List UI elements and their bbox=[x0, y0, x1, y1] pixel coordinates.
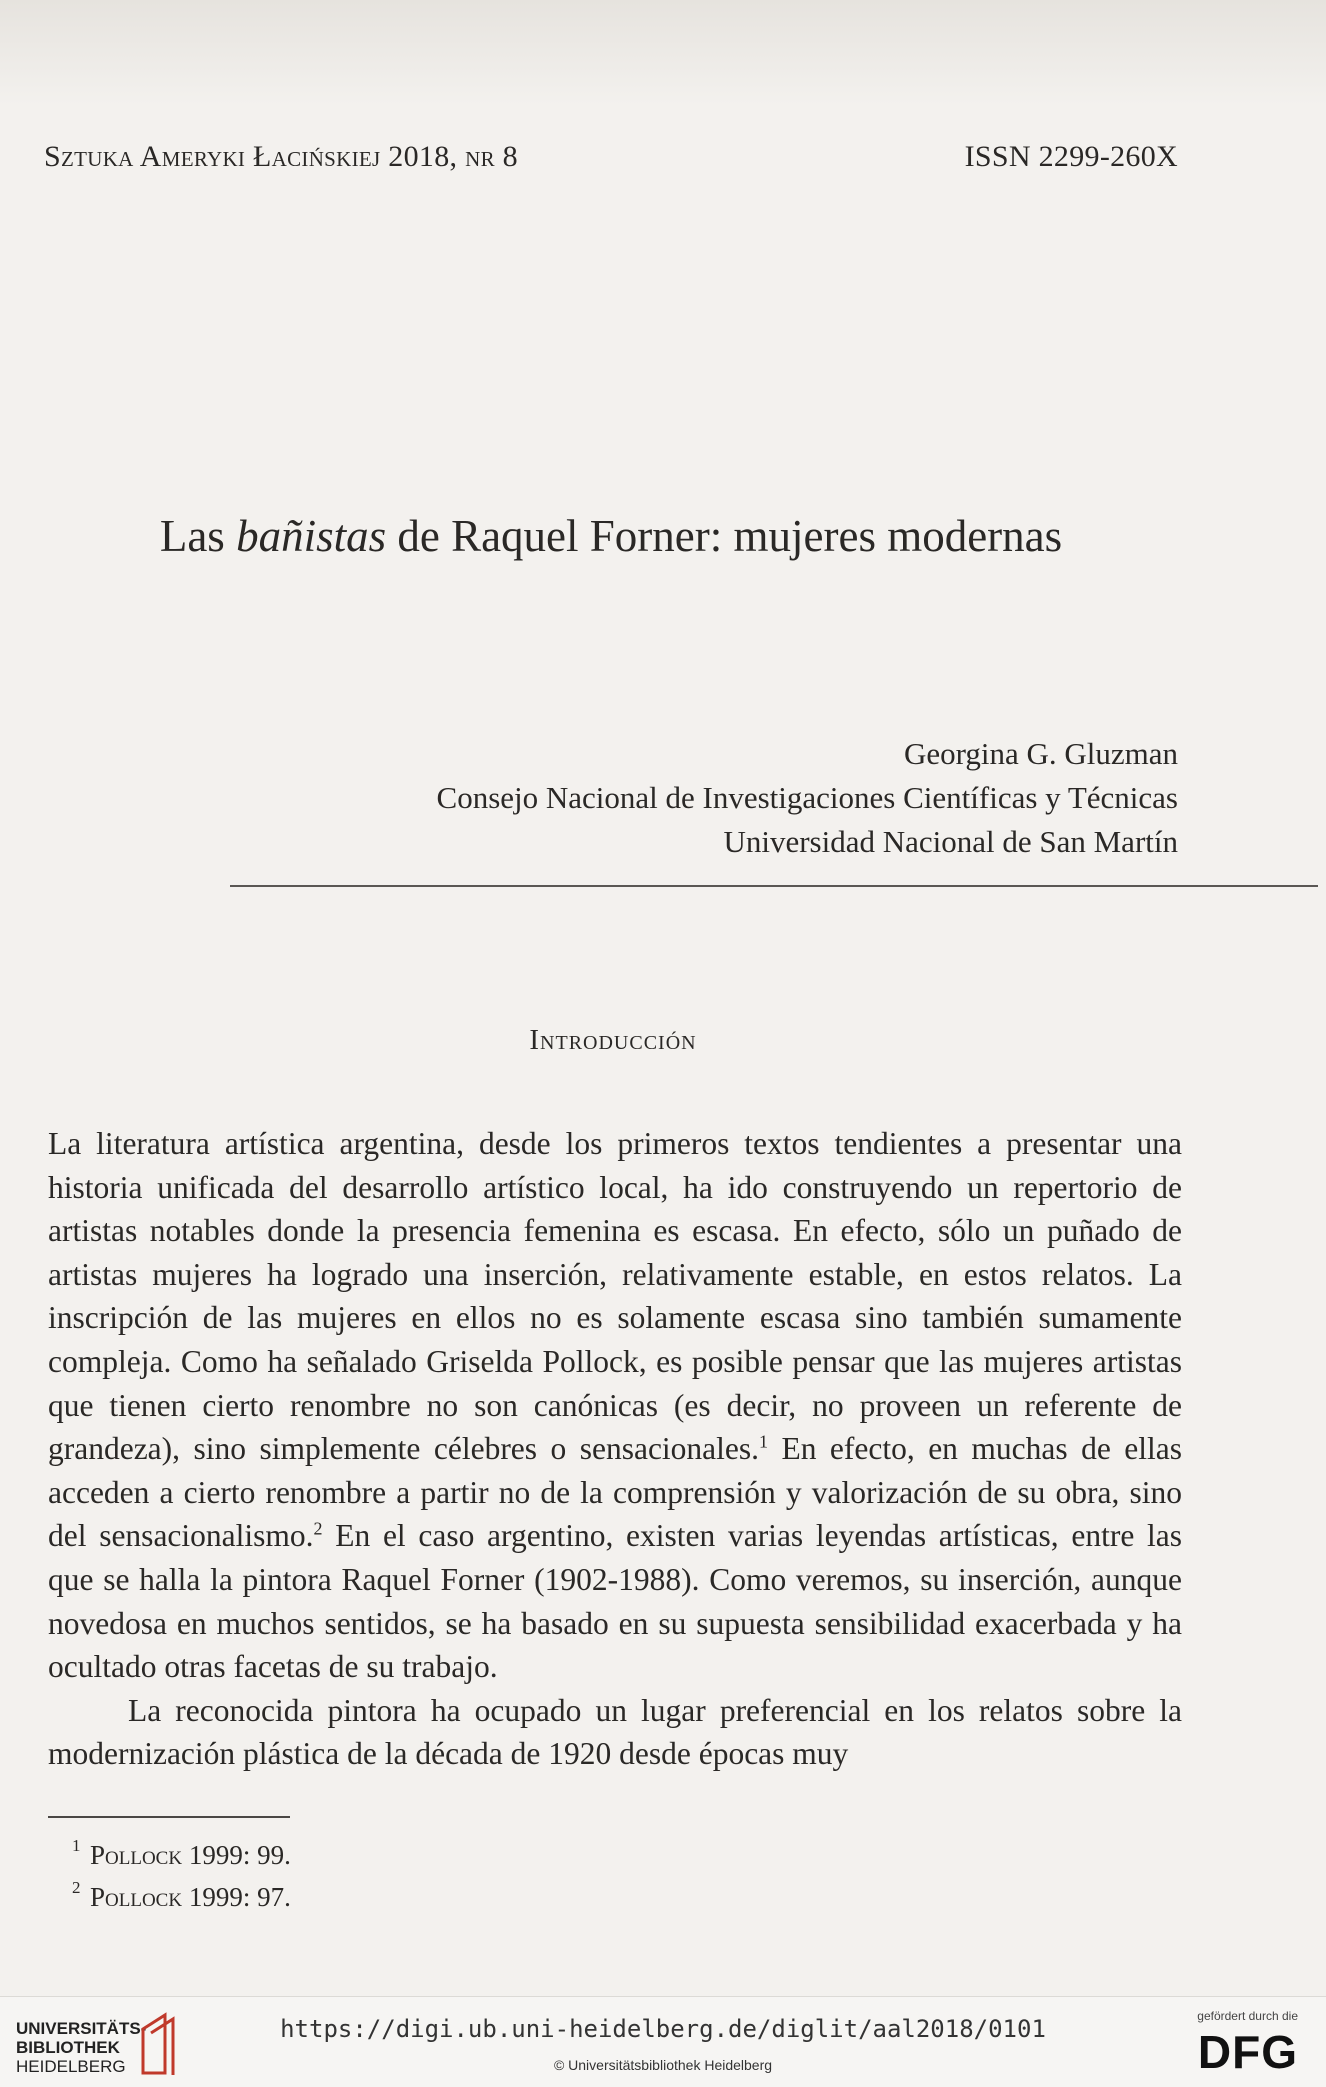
digitization-footer bbox=[0, 1996, 1326, 2087]
footnote-author: Pollock bbox=[90, 1882, 183, 1912]
paragraph-1-part-a: La literatura artística argentina, desde los primeros textos tendientes a presentar una historia unificada del desarrollo artístico local, ha ido construyendo un repertorio de artistas notables donde la presencia femenina es escasa. En efecto, sólo un puñado de artistas mujeres ha logrado una inserción, relativamente estable, en estos relatos. La inscripción de las mujeres en ellos no es solamente escasa sino también sumamente compleja. Como ha señalado Griselda Pollock, es posible pensar que las mujeres artistas que tienen cierto renombre no son canónicas (es decir, no proveen un referente de grandeza), sino simplemente célebres o sensacionales. bbox=[48, 1126, 1182, 1467]
copyright-notice: © Universitätsbibliothek Heidelberg bbox=[553, 2057, 773, 2073]
body-text bbox=[48, 1122, 1182, 1776]
paragraph-2: La reconocida pintora ha ocupado un lugar preferencial en los relatos sobre la modernización plástica de la década de 1920 desde épocas muy bbox=[48, 1692, 1182, 1772]
funding-note: gefördert durch die bbox=[1197, 2009, 1298, 2023]
permalink-url[interactable]: https://digi.ub.uni-heidelberg.de/diglit/aal2018/0101 bbox=[280, 2015, 1046, 2043]
footnote bbox=[72, 1834, 291, 1876]
library-logo-line-1: UNIVERSITÄTS- bbox=[16, 2019, 147, 2038]
journal-name: Sztuka Ameryki Łacińskiej 2018, nr 8 bbox=[44, 140, 518, 173]
dfg-logo[interactable]: DFG bbox=[1197, 2026, 1298, 2078]
section-heading: Introducción bbox=[529, 1024, 697, 1056]
paragraph-1-part-b: En efecto, en muchas de ellas acceden a cierto renombre a partir no de la comprensión y valorización de su obra, sino del sensacionalismo. bbox=[48, 1431, 1182, 1554]
footnote-number: 1 bbox=[72, 1836, 81, 1855]
affiliation-1: Consejo Nacional de Investigaciones Científicas y Técnicas bbox=[436, 780, 1178, 815]
title-divider bbox=[230, 885, 1318, 887]
article-title bbox=[0, 510, 1222, 562]
paragraph-1-part-c: En el caso argentino, existen varias leyendas artísticas, entre las que se halla la pintora Raquel Forner (1902-1988). Como veremos, su inserción, aunque novedosa en muchos sentidos, se ha basado en su supuesta sensibilidad exacerbada y ha ocultado otras facetas de su trabajo. bbox=[48, 1518, 1182, 1685]
footnotes bbox=[72, 1834, 291, 1918]
paragraph-1 bbox=[48, 1122, 1182, 1689]
footnote bbox=[72, 1876, 291, 1918]
library-logo-line-3: HEIDELBERG bbox=[16, 2057, 126, 2076]
title-italic: bañistas bbox=[236, 511, 387, 561]
footnote-number: 2 bbox=[72, 1878, 81, 1897]
footnote-ref-1[interactable]: 1 bbox=[759, 1431, 769, 1452]
affiliation-2: Universidad Nacional de San Martín bbox=[723, 824, 1178, 859]
footnote-author: Pollock bbox=[90, 1840, 183, 1870]
author-block bbox=[437, 732, 1178, 864]
title-part-1: Las bbox=[159, 511, 237, 561]
title-part-2: de Raquel Forner: mujeres modernas bbox=[386, 511, 1063, 561]
footnote-reference: 1999: 97. bbox=[182, 1882, 291, 1912]
issn: ISSN 2299-260X bbox=[964, 140, 1178, 173]
footnote-reference: 1999: 99. bbox=[182, 1840, 291, 1870]
author-name: Georgina G. Gluzman bbox=[903, 736, 1178, 771]
footnote-ref-2[interactable]: 2 bbox=[313, 1518, 323, 1539]
library-logo-line-2: BIBLIOTHEK bbox=[16, 2038, 120, 2057]
footnote-divider bbox=[48, 1816, 290, 1818]
scan-top-band bbox=[0, 0, 1326, 105]
